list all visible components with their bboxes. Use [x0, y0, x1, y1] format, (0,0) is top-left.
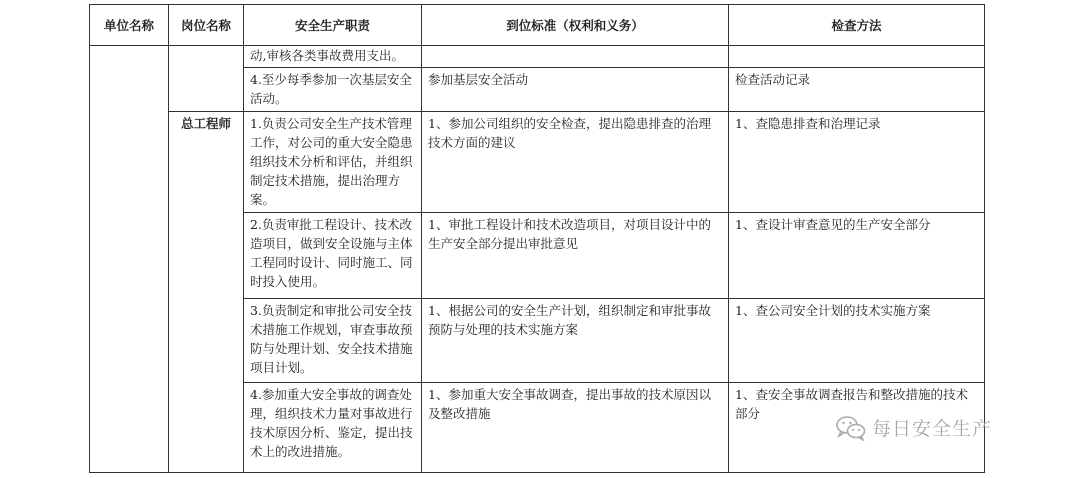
method-cell: 1、查设计审查意见的生产安全部分: [729, 213, 985, 299]
header-unit: 单位名称: [90, 5, 169, 46]
header-standard: 到位标准（权利和义务）: [422, 5, 729, 46]
standard-cell: 参加基层安全活动: [422, 68, 729, 112]
duty-cell: 2.负责审批工程设计、技术改造项目，做到安全设施与主体工程同时设计、同时施工、同时投入使用。: [244, 213, 422, 299]
table-row: [90, 46, 985, 68]
standard-cell: 1、参加重大安全事故调查，提出事故的技术原因以及整改措施: [422, 383, 729, 473]
watermark-text: 每日安全生产: [872, 418, 993, 440]
table-row: [90, 112, 985, 213]
method-cell: 1、查隐患排查和治理记录: [729, 112, 985, 213]
method-cell: 1、查安全事故调查报告和整改措施的技术部分: [729, 383, 985, 473]
header-method: 检查方法: [729, 5, 985, 46]
watermark: [836, 414, 992, 441]
standard-cell: [422, 46, 729, 68]
duty-cell: 1.负责公司安全生产技术管理工作，对公司的重大安全隐患组织技术分析和评估，并组织制定技术措施，提出治理方案。: [244, 112, 422, 213]
header-duty: 安全生产职责: [244, 5, 422, 46]
standard-cell: 1、审批工程设计和技术改造项目，对项目设计中的生产安全部分提出审批意见: [422, 213, 729, 299]
standard-cell: 1、根据公司的安全生产计划，组织制定和审批事故预防与处理的技术实施方案: [422, 299, 729, 383]
duty-cell: 动,审核各类事故费用支出。: [244, 46, 422, 68]
wechat-icon: [836, 415, 866, 441]
method-cell: 1、查公司安全计划的技术实施方案: [729, 299, 985, 383]
duty-cell: 4.至少每季参加一次基层安全活动。: [244, 68, 422, 112]
responsibility-table: [89, 4, 985, 473]
header-role: 岗位名称: [169, 5, 244, 46]
role-cell: [169, 46, 244, 112]
method-cell: 检查活动记录: [729, 68, 985, 112]
role-cell: 总工程师: [169, 112, 244, 473]
standard-cell: 1、参加公司组织的安全检查，提出隐患排查的治理技术方面的建议: [422, 112, 729, 213]
duty-cell: 4.参加重大安全事故的调查处理，组织技术力量对事故进行技术原因分析、鉴定，提出技术上的改进措施。: [244, 383, 422, 473]
table-header-row: [90, 5, 985, 46]
method-cell: [729, 46, 985, 68]
duty-cell: 3.负责制定和审批公司安全技术措施工作规划，审查事故预防与处理计划、安全技术措施项目计划。: [244, 299, 422, 383]
unit-cell: [90, 46, 169, 473]
